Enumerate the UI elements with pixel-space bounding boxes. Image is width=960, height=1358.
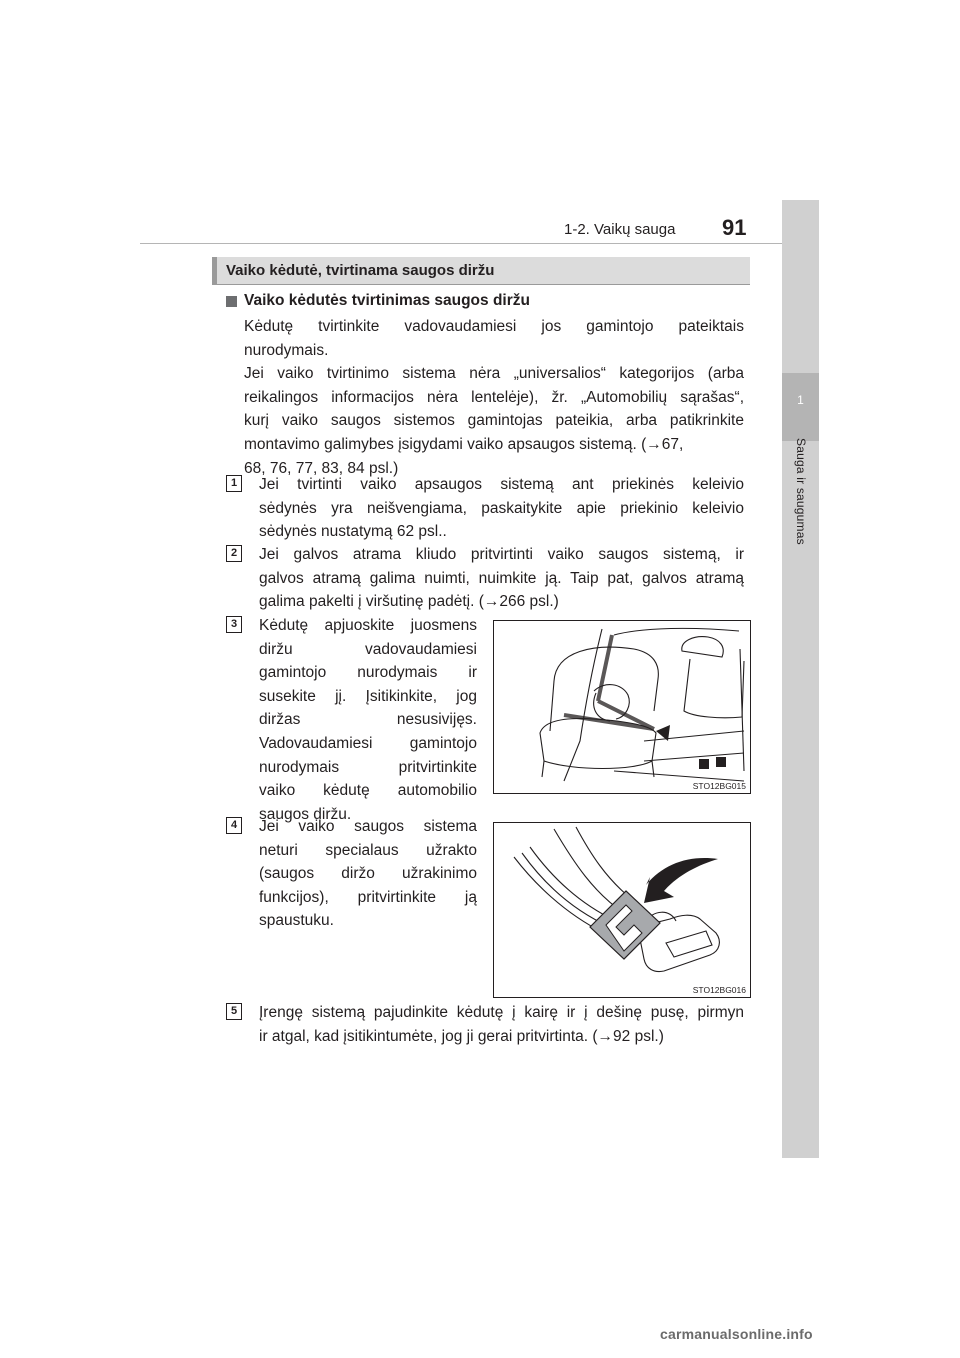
intro-line: Jei vaiko tvirtinimo sistema nėra „universalios“ kategorijos (arba (244, 365, 744, 383)
figure-code: STO12BG016 (692, 985, 746, 995)
child-seat-illustration (494, 621, 750, 793)
figure-code: STO12BG015 (692, 781, 746, 791)
step-line: Įrengę sistemą pajudinkite kėdutę į kairę ir į dešinę pusę, pirmyn (259, 1004, 744, 1021)
chapter-side-tab (782, 200, 819, 1158)
page-number: 91 (722, 215, 747, 240)
step-line: sėdynės yra neišvengiama, paskaitykite apie priekinio keleivio (259, 499, 744, 517)
step-line: spaustuku. (259, 912, 334, 930)
step-line: Jei tvirtinti vaiko apsaugos sistemą ant priekinės keleivio (259, 476, 744, 493)
step-1-text (259, 473, 744, 544)
step-4-text (259, 815, 477, 933)
intro-line: Kėdutę tvirtinkite vadovaudamiesi jos gamintojo pateiktais (244, 318, 744, 335)
step-number-badge: 5 (226, 1003, 242, 1020)
step-line: (saugos diržo užrakinimo (259, 865, 477, 883)
step-line: neturi specialaus užrakto (259, 841, 477, 859)
step-line: Jei vaiko saugos sistema (259, 818, 477, 835)
step-line: saugos diržu. (259, 805, 352, 823)
header-section-label: 1-2. Vaikų sauga (564, 221, 676, 238)
step-line: gamintojo nurodymais ir (259, 664, 477, 682)
step-number-badge: 4 (226, 817, 242, 834)
section-title: Vaiko kėdutė, tvirtinama saugos diržu (226, 262, 495, 279)
step-2-text (259, 543, 744, 614)
step-line: Vadovaudamiesi gamintojo (259, 734, 477, 752)
step-line: ir atgal, kad įsitikintumėte, jog ji gerai pritvirtinta. (→92 psl.) (259, 1027, 664, 1045)
chapter-number: 1 (797, 393, 804, 407)
step-line: sėdynės nustatymą 62 psl.. (259, 523, 447, 541)
step-number-badge: 2 (226, 545, 242, 562)
step-line: galvos atramą galima nuimti, nuimkite ją. Taip pat, galvos atramą (259, 569, 744, 587)
step-line: nurodymais pritvirtinkite (259, 758, 477, 776)
step-line: diržu vadovaudamiesi (259, 640, 477, 658)
chapter-side-tab-active (782, 373, 819, 441)
intro-line: nurodymais. (244, 341, 329, 359)
step-line: Jei galvos atrama kliudo pritvirtinti vaiko saugos sistemą, ir (259, 546, 744, 563)
intro-paragraph (244, 315, 744, 480)
step-5-text (259, 1001, 744, 1048)
watermark: carmanualsonline.info (660, 1326, 813, 1342)
step-number-badge: 3 (226, 616, 242, 633)
intro-line: kurį vaiko saugos sistemos gamintojas pateikia, arba patikrinkite (244, 412, 744, 430)
intro-line: 68, 76, 77, 83, 84 psl.) (244, 459, 399, 477)
figure-locking-clip (493, 822, 751, 998)
step-line: funkcijos), pritvirtinkite ją (259, 888, 477, 906)
intro-line: montavimo galimybes įsigydami vaiko apsaugos sistemą. (→67, (244, 435, 684, 453)
header-rule-left (140, 243, 212, 244)
step-line: vaiko kėdutę automobilio (259, 782, 477, 800)
intro-line: reikalingos informacijos nėra lentelėje), žr. „Automobilių sąrašas“, (244, 388, 744, 406)
chapter-title: Sauga ir saugumas (794, 438, 808, 545)
figure-child-seat (493, 620, 751, 794)
step-number-badge: 1 (226, 475, 242, 492)
header-rule (212, 243, 818, 244)
step-line: Kėdutę apjuoskite juosmens (259, 617, 477, 634)
step-line: diržas nesusivijęs. (259, 711, 477, 729)
square-bullet-icon (226, 296, 237, 307)
step-3-text (259, 614, 477, 826)
locking-clip-illustration (494, 823, 750, 997)
subheading: Vaiko kėdutės tvirtinimas saugos diržu (244, 292, 530, 309)
step-line: galima pakelti į viršutinę padėtį. (→266 psl.) (259, 593, 559, 611)
step-line: susekite jį. Įsitikinkite, jog (259, 687, 477, 705)
section-title-accent (212, 257, 217, 285)
